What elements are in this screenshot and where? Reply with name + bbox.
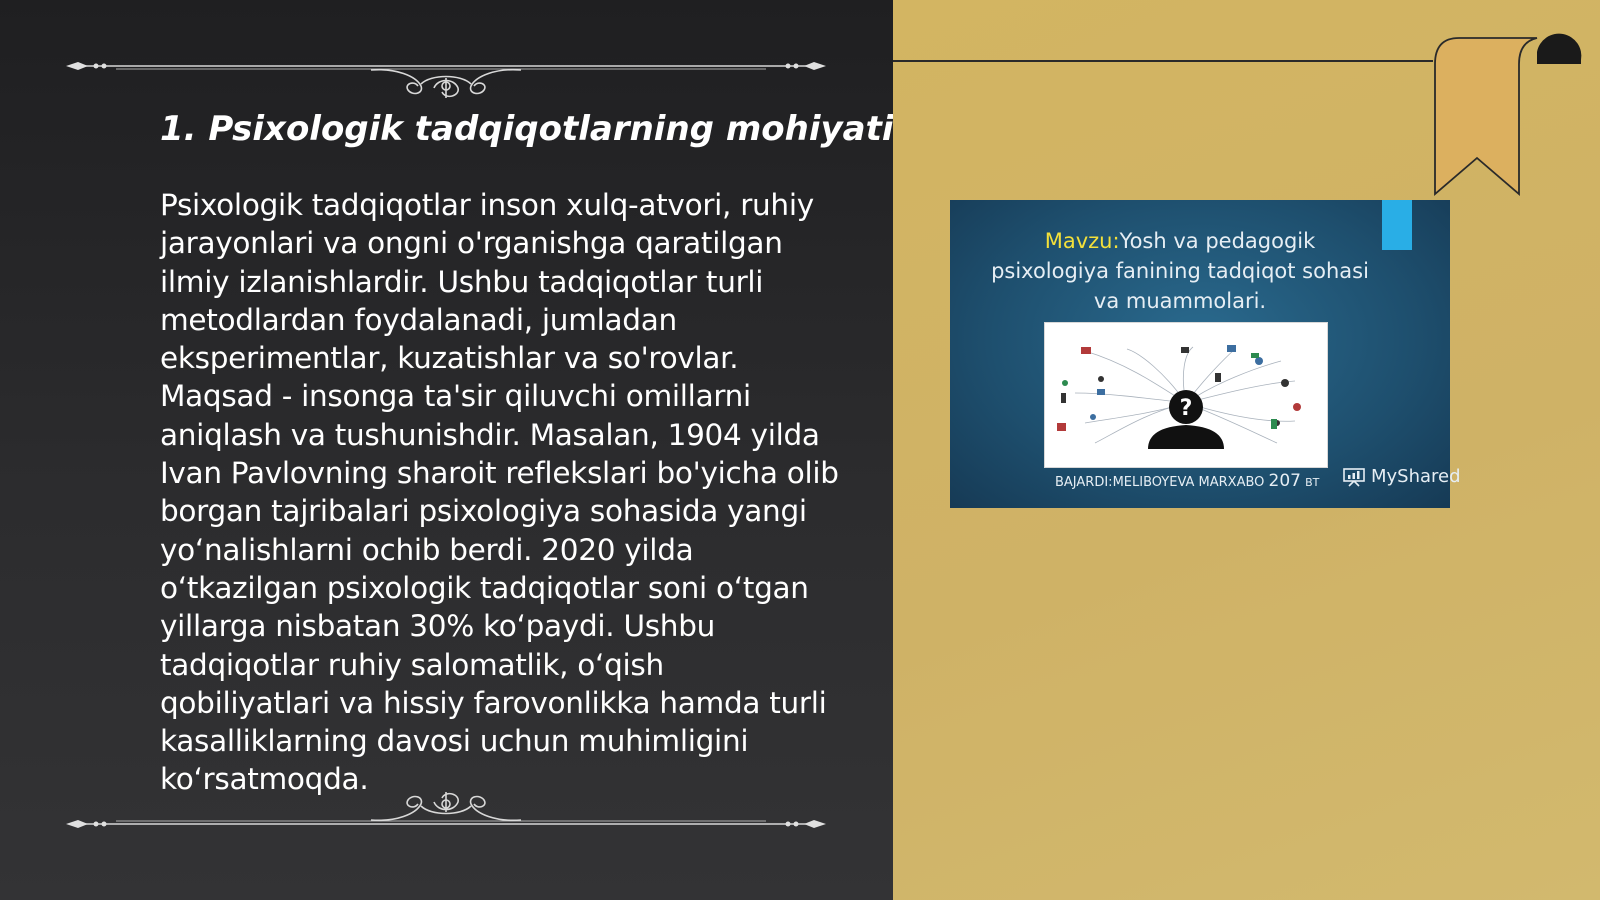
person-question-icon: [1044, 322, 1328, 468]
top-ornament-divider-icon: [66, 38, 826, 98]
thumbnail-brand-label: MyShared: [1371, 466, 1461, 487]
slide-thumbnail-image: [950, 200, 1461, 508]
slide-body-text: Psixologik tadqiqotlar inson xulq-atvori, ruhiy jarayonlari va ongni o'rganishga qaratilgan ilmiy izlanishlardir. Ushbu tadqiqotlar turli metodlardan foydalanadi, jumladan eksperimentlar, kuzatishlar va so'rovlar. Maqsad - insonga ta'sir qiluvchi omillarni aniqlash va tushunishdir. Masalan, 1904 yilda Ivan Pavlovning sharoit reflekslari bo'yicha olib borgan tajribalari psixologiya sohasida yangi yo‘nalishlarni ochib berdi. 2020 yilda o‘tkazilgan psixologik tadqiqotlar soni o‘tgan yillarga nisbatan 30% ko‘paydi. Ushbu tadqiqotlar ruhiy salomatlik, o‘qish qobiliyatlari va hissiy farovonlikka hamda turli kasalliklarning davosi uchun muhimligini ko‘rsatmoqda.: [160, 188, 839, 797]
thumbnail-author: [1055, 472, 1319, 492]
thumbnail-title-line1: Yosh va pedagogik: [1119, 229, 1316, 253]
thumbnail-title-line2: psixologiya fanining tadqiqot sohasi: [991, 259, 1369, 283]
thumbnail-group-suffix: BT: [1305, 476, 1320, 489]
decorative-rule: [893, 60, 1433, 62]
thumbnail-author-name: BAJARDI:MELIBOYEVA MARXABO: [1055, 475, 1265, 490]
bottom-ornament-divider-icon: [66, 788, 826, 848]
thumbnail-title-line3: va muammolari.: [1093, 289, 1267, 313]
bookmark-ribbon-icon: [1425, 34, 1585, 204]
thumbnail-group-number: 207: [1268, 471, 1301, 491]
presentation-icon: [1343, 467, 1365, 487]
svg-text:?: ?: [1179, 396, 1193, 421]
thumbnail-topic-label: Mavzu:: [1044, 229, 1120, 253]
thumbnail-brand: [1343, 464, 1461, 490]
thumbnail-title: [950, 226, 1410, 316]
slide-title: 1. Psixologik tadqiqotlarning mohiyati: [160, 109, 894, 149]
